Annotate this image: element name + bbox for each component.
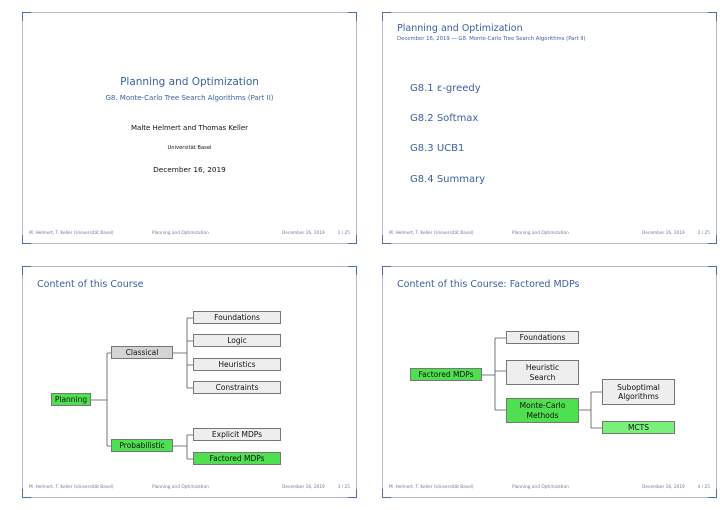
toc-item[interactable]: G8.3 UCB1: [410, 143, 465, 154]
footer-authors: M. Helmert, T. Keller (Universität Basel): [29, 231, 114, 236]
node-monte-carlo-methods: [506, 398, 579, 423]
node-heuristic-search-line2: Search: [529, 372, 556, 382]
footer-date: December 16, 2019: [282, 231, 325, 236]
slide-footer: [29, 485, 350, 493]
toc-item[interactable]: G8.1 ε-greedy: [410, 83, 481, 94]
toc-item[interactable]: G8.4 Summary: [410, 174, 486, 185]
slide-course-content: [22, 266, 357, 498]
footer-course: Planning and Optimization: [512, 231, 569, 236]
frame-title: Planning and Optimization: [397, 23, 523, 34]
slide-title: [22, 12, 357, 244]
frame-subtitle: December 16, 2019 — G8. Monte-Carlo Tree Search Algorithms (Part II): [397, 36, 586, 42]
node-suboptimal-algorithms: [602, 379, 675, 405]
footer-page-number: 1 / 25: [337, 231, 350, 236]
node-heuristic-search: [506, 360, 579, 385]
footer-authors: M. Helmert, T. Keller (Universität Basel): [29, 485, 114, 490]
footer-page-number: 4 / 25: [697, 485, 710, 490]
node-monte-carlo-line1: Monte-Carlo: [519, 401, 566, 411]
node-planning: Planning: [51, 393, 91, 406]
presentation-subtitle: G8. Monte-Carlo Tree Search Algorithms (Part II): [105, 94, 274, 102]
tree-connectors: [23, 267, 358, 499]
node-classical: Classical: [111, 346, 173, 359]
node-factored-mdps: Factored MDPs: [193, 452, 281, 465]
toc-item[interactable]: G8.2 Softmax: [410, 113, 479, 124]
slide-footer: [389, 231, 710, 239]
footer-course: Planning and Optimization: [512, 485, 569, 490]
node-explicit-mdps: Explicit MDPs: [193, 428, 281, 441]
presentation-title: Planning and Optimization: [120, 76, 259, 88]
node-factored-mdps: Factored MDPs: [410, 368, 482, 381]
footer-course: Planning and Optimization: [152, 231, 209, 236]
footer-course: Planning and Optimization: [152, 485, 209, 490]
node-foundations: Foundations: [506, 331, 579, 344]
presentation-date: December 16, 2019: [153, 165, 226, 174]
footer-date: December 16, 2019: [282, 485, 325, 490]
slide-factored-mdps: [382, 266, 717, 498]
frame-title: Content of this Course: Factored MDPs: [397, 279, 580, 290]
footer-date: December 16, 2019: [642, 231, 685, 236]
footer-authors: M. Helmert, T. Keller (Universität Basel): [389, 231, 474, 236]
slide-footer: [389, 485, 710, 493]
slide-footer: [29, 231, 350, 239]
footer-page-number: 3 / 25: [337, 485, 350, 490]
node-heuristic-search-line1: Heuristic: [525, 363, 560, 373]
slide-outline: [382, 12, 717, 244]
author-names: Malte Helmert and Thomas Keller: [130, 124, 249, 132]
node-suboptimal-line1: Suboptimal: [617, 382, 660, 392]
node-mcts: MCTS: [602, 421, 675, 434]
frame-title: Content of this Course: [37, 279, 144, 290]
institution: Universität Basel: [167, 145, 212, 151]
node-heuristics: Heuristics: [193, 358, 281, 371]
node-monte-carlo-line2: Methods: [526, 410, 559, 420]
node-probabilistic: Probabilistic: [111, 439, 173, 452]
node-foundations: Foundations: [193, 311, 281, 324]
node-logic: Logic: [193, 334, 281, 347]
node-constraints: Constraints: [193, 381, 281, 394]
footer-date: December 16, 2019: [642, 485, 685, 490]
footer-page-number: 2 / 25: [697, 231, 710, 236]
node-suboptimal-line2: Algorithms: [618, 392, 659, 401]
footer-authors: M. Helmert, T. Keller (Universität Basel): [389, 485, 474, 490]
